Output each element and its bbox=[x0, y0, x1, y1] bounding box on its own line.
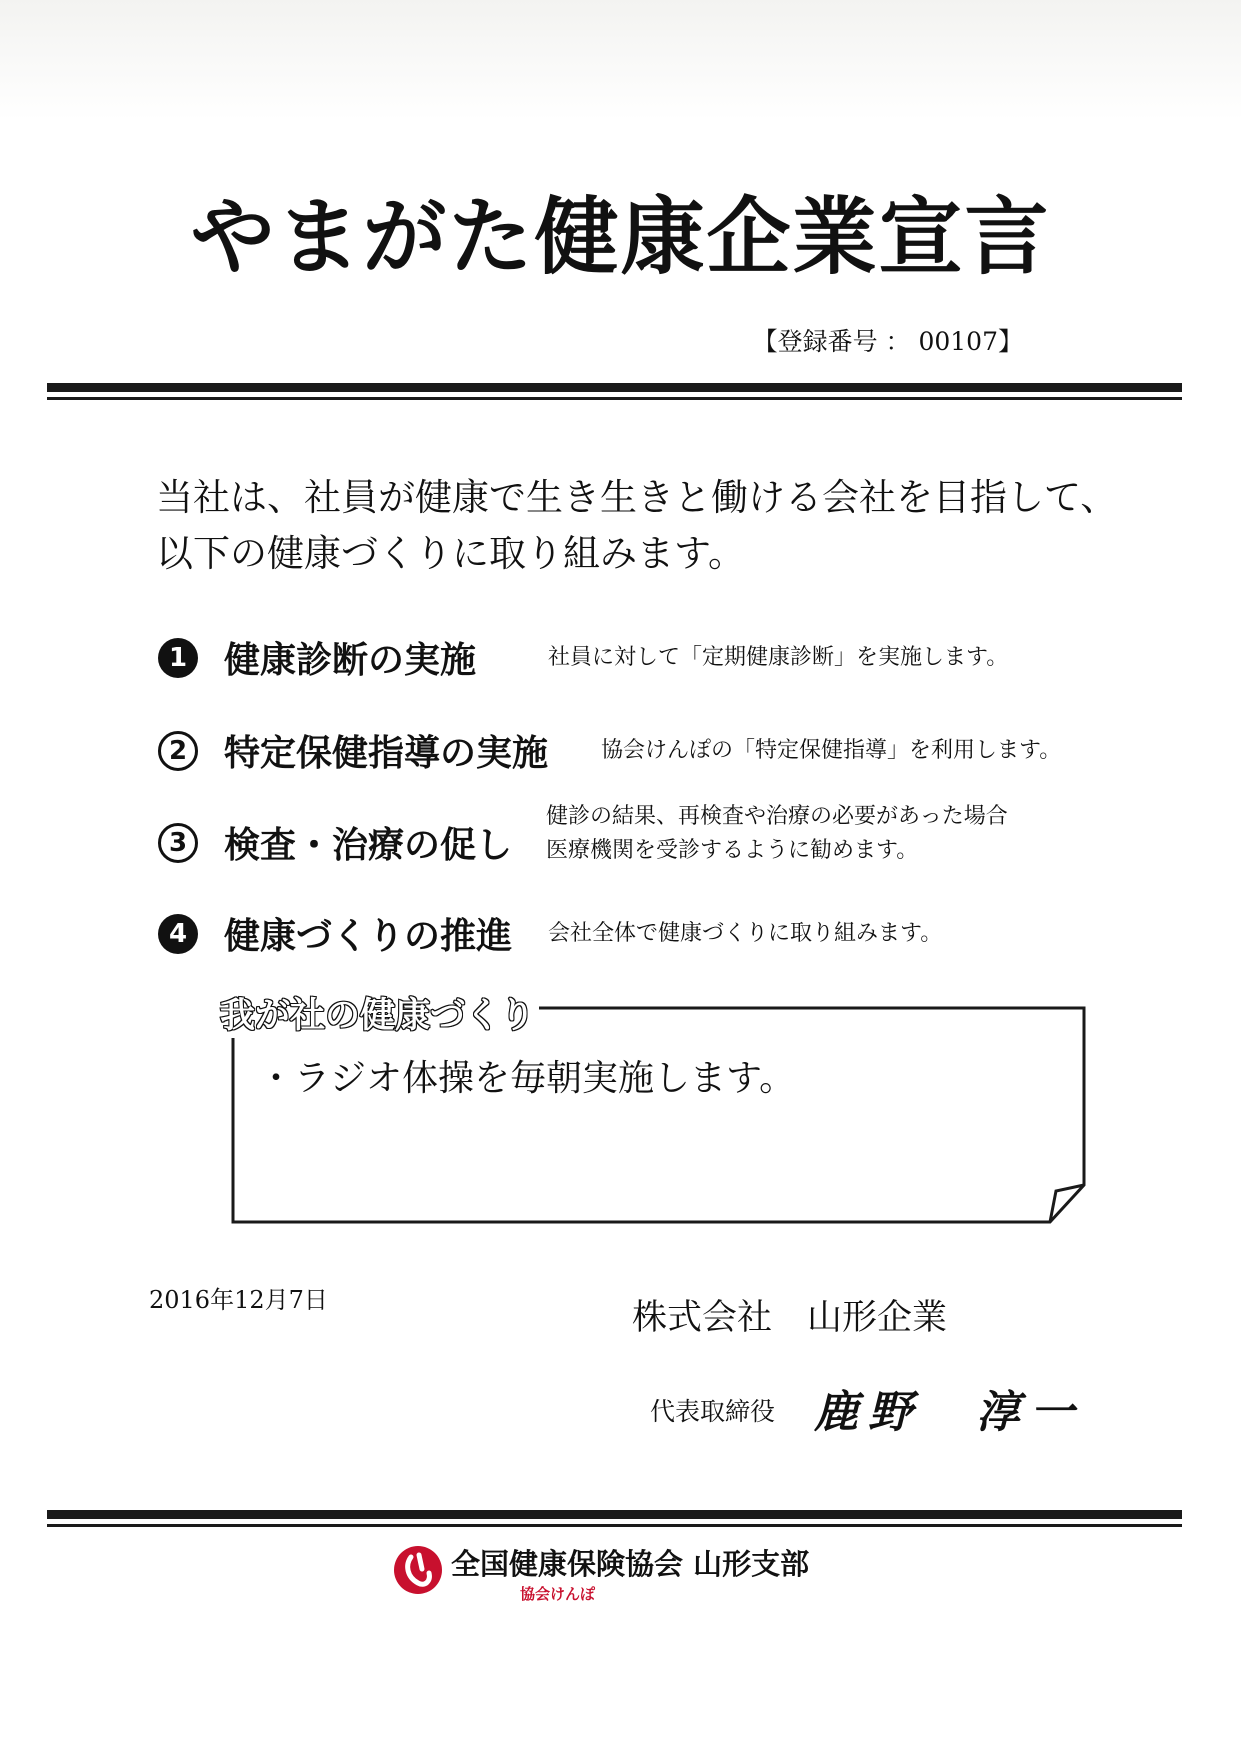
health-box-text: ・ラジオ体操を毎朝実施します。 bbox=[258, 1058, 796, 1099]
footer-organization: 全国健康保険協会 山形支部 bbox=[451, 1547, 810, 1581]
item-description-line: 健診の結果、再検査や治療の必要があった場合 bbox=[546, 804, 1008, 829]
kyokai-kenpo-logo-icon bbox=[391, 1543, 445, 1597]
item-title: 検査・治療の促し bbox=[224, 825, 513, 866]
health-box-frame bbox=[230, 1005, 1100, 1225]
item-number-badge: 2 bbox=[158, 731, 198, 771]
item-title: 健康診断の実施 bbox=[224, 640, 477, 681]
representative-signature: 鹿野 淳一 bbox=[814, 1387, 1084, 1438]
declaration-item-2 bbox=[158, 725, 1108, 785]
page-title: やまがた健康企業宣言 bbox=[190, 188, 1051, 286]
bottom-rule-thin bbox=[47, 1524, 1182, 1527]
item-description-line: 医療機関を受診するように勧めます。 bbox=[546, 838, 919, 863]
intro-line-2: 以下の健康づくりに取り組みます。 bbox=[156, 532, 746, 575]
declaration-item-4 bbox=[158, 908, 1108, 968]
declaration-date: 2016年12月7日 bbox=[149, 1286, 328, 1314]
bottom-rule-thick bbox=[47, 1510, 1182, 1519]
item-number-badge: 3 bbox=[158, 823, 198, 863]
company-name: 株式会社 山形企業 bbox=[632, 1298, 948, 1338]
declaration-item-1 bbox=[158, 632, 1108, 692]
item-description: 協会けんぽの「特定保健指導」を利用します。 bbox=[601, 738, 1062, 763]
health-box-label: 我が社の健康づくり bbox=[216, 988, 539, 1038]
intro-line-1: 当社は、社員が健康で生き生きと働ける会社を目指して、 bbox=[156, 476, 1118, 519]
representative-title: 代表取締役 bbox=[650, 1397, 776, 1426]
top-rule-thick bbox=[47, 383, 1182, 392]
item-description: 会社全体で健康づくりに取り組みます。 bbox=[548, 921, 943, 946]
scan-shading bbox=[0, 0, 1241, 120]
item-title: 特定保健指導の実施 bbox=[224, 733, 549, 774]
item-number-badge: 4 bbox=[158, 914, 198, 954]
item-number-badge: 1 bbox=[158, 638, 198, 678]
intro-text bbox=[156, 470, 1117, 582]
item-title: 健康づくりの推進 bbox=[224, 916, 513, 957]
item-description bbox=[546, 800, 1008, 868]
item-description: 社員に対して「定期健康診断」を実施します。 bbox=[548, 645, 1009, 670]
declaration-item-3 bbox=[158, 804, 1108, 877]
registration-number: 【登録番号 ： 00107】 bbox=[752, 327, 1023, 356]
top-rule-thin bbox=[47, 397, 1182, 400]
footer-subtitle: 協会けんぽ bbox=[520, 1585, 596, 1603]
